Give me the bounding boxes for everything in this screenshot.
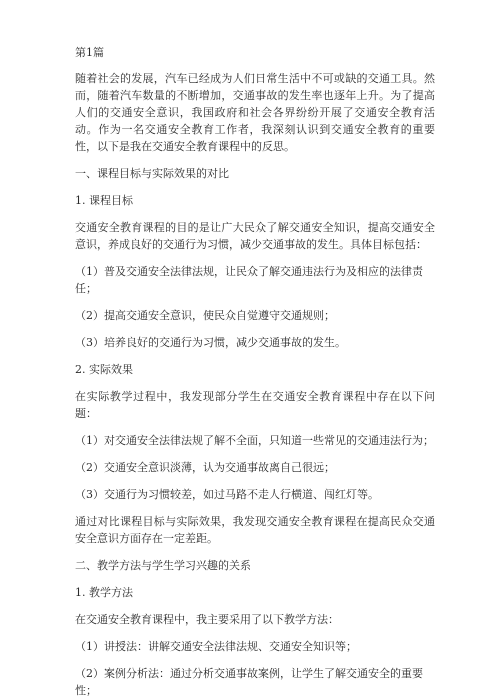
section-1-2-heading: 2. 实际效果: [75, 363, 133, 376]
list-item: （3）交通行为习惯较差，如过马路不走人行横道、闯红灯等。: [75, 488, 379, 501]
list-item: （2）案例分析法：通过分析交通事故案例，让学生了解交通安全的重要性；: [75, 667, 423, 697]
chapter-label: 第1篇: [75, 46, 104, 59]
section-1-2-paragraph: 在实际教学过程中，我发现部分学生在交通安全教育课程中存在以下问题：: [75, 390, 435, 420]
section-2-1-paragraph: 在交通安全教育课程中，我主要采用了以下教学方法：: [75, 613, 339, 626]
section-1-conclusion: 通过对比课程目标与实际效果，我发现交通安全教育课程在提高民众交通安全意识方面存在一定差距。: [75, 515, 435, 545]
list-item: （2）提高交通安全意识，使民众自觉遵守交通规则；: [75, 309, 335, 322]
list-item: （3）培养良好的交通行为习惯，减少交通事故的发生。: [75, 336, 346, 349]
section-2-1-heading: 1. 教学方法: [75, 586, 133, 599]
section-1-1-paragraph: 交通安全教育课程的目的是让广大民众了解交通安全知识，提高交通安全意识，养成良好的交通行为习惯，减少交通事故的发生。具体目标包括：: [75, 221, 435, 251]
section-2-heading: 二、教学方法与学生学习兴趣的关系: [75, 559, 251, 572]
document-page: [75, 44, 435, 699]
list-item: （1）对交通安全法律法规了解不全面，只知道一些常见的交通违法行为；: [75, 434, 434, 447]
section-1-heading: 一、课程目标与实际效果的对比: [75, 167, 229, 180]
section-1-1-heading: 1. 课程目标: [75, 194, 133, 207]
list-item: （1）普及交通安全法律法规，让民众了解交通违法行为及相应的法律责任；: [75, 265, 423, 295]
intro-paragraph: 随着社会的发展，汽车已经成为人们日常生活中不可或缺的交通工具。然而，随着汽车数量的不断增加，交通事故的发生率也逐年上升。为了提高人们的交通安全意识，我国政府和社会各界纷纷开展了交通安全教育活动。作为一名交通安全教育工作者，我深刻认识到交通安全教育的重要性，以下是我在交通安全教育课程中的反思。: [75, 72, 435, 153]
list-item: （1）讲授法：讲解交通安全法律法规、交通安全知识等；: [75, 640, 357, 653]
list-item: （2）交通安全意识淡薄，认为交通事故离自己很远；: [75, 461, 335, 474]
